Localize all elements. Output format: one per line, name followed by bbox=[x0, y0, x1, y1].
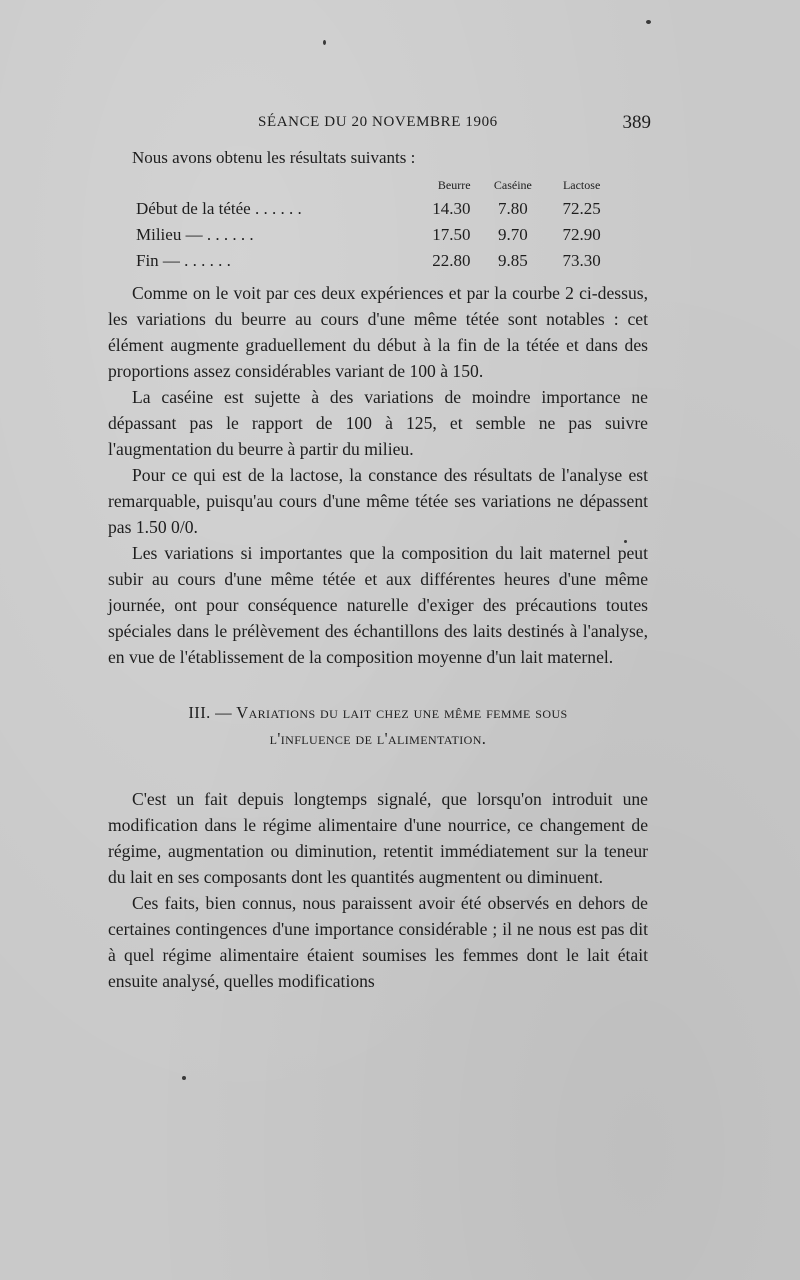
table-row bbox=[136, 196, 616, 222]
paragraph-faits: Ces faits, bien connus, nous paraissent avoir été observés en dehors de certaines contingences d'une importance considérable ; il ne nous est pas dit à quel régime alimentaire étaient soumises les femmes dont le lait était ensuite analysé, quelles modifications bbox=[108, 893, 648, 991]
running-title: SÉANCE DU 20 NOVEMBRE 1906 bbox=[258, 114, 498, 130]
table-header-blank bbox=[136, 176, 402, 196]
page-number: 389 bbox=[622, 112, 651, 133]
table-row bbox=[136, 222, 616, 248]
cell-beurre: 14.30 bbox=[432, 199, 471, 218]
paragraph-caseine: La caséine est sujette à des variations de moindre importance ne dépassant pas le rapport de 100 à 125, et semble ne pas suivre l'augmentation du beurre à partir du milieu. bbox=[108, 387, 648, 459]
cell-lactose: 72.25 bbox=[562, 199, 601, 218]
cell-lactose: 73.30 bbox=[562, 251, 601, 270]
row-label-fin: Fin — . . . . . . bbox=[136, 251, 231, 270]
column-header-beurre: Beurre bbox=[437, 177, 471, 192]
print-speck bbox=[624, 540, 627, 543]
print-speck bbox=[323, 40, 326, 45]
cell-lactose: 72.90 bbox=[562, 225, 601, 244]
cell-beurre: 22.80 bbox=[432, 251, 471, 270]
running-head bbox=[110, 112, 655, 138]
cell-caseine: 9.85 bbox=[498, 251, 528, 270]
row-label-debut: Début de la tétée . . . . . . bbox=[136, 199, 302, 218]
cell-caseine: 7.80 bbox=[498, 199, 528, 218]
table-header-row bbox=[136, 176, 616, 196]
print-speck bbox=[182, 1076, 186, 1080]
intro-line: Nous avons obtenu les résultats suivants : bbox=[132, 148, 416, 167]
section-heading-line-2: l'influence de l'alimentation. bbox=[269, 729, 487, 748]
column-header-caseine: Caséine bbox=[493, 177, 532, 192]
paragraph-lactose: Pour ce qui est de la lactose, la constance des résultats de l'analyse est remarquable, puisqu'au cours d'une même tétée ses variations ne dépassent pas 1.50 0/0. bbox=[108, 465, 648, 537]
paragraph-variations: Les variations si importantes que la composition du lait maternel peut subir au cours d'une même tétée et aux différentes heures d'une même journée, ont pour conséquence naturelle d'exiger des précautions toutes spéciales dans le prélèvement des échantillons des laits destinés à l'analyse, en vue de l'établissement de la composition moyenne d'un lait maternel. bbox=[108, 543, 648, 667]
paragraph-regime: C'est un fait depuis longtemps signalé, que lorsqu'on introduit une modification dans le régime alimentaire d'une nourrice, ce changement de régime, augmentation ou diminution, retentit immédiatement sur la teneur du lait en ses composants dont les quantités augmentent ou diminuent. bbox=[108, 789, 648, 887]
paragraph-beurre: Comme on le voit par ces deux expériences et par la courbe 2 ci-dessus, les variations du beurre au cours d'une même tétée sont notables : cet élément augmente graduellement du début à la fin de la tétée et dans des proportions assez considérables variant de 100 à 150. bbox=[108, 283, 648, 381]
results-table bbox=[136, 176, 616, 274]
cell-beurre: 17.50 bbox=[432, 225, 471, 244]
body-text bbox=[108, 280, 648, 994]
section-heading bbox=[108, 700, 648, 752]
cell-caseine: 9.70 bbox=[498, 225, 528, 244]
table-row bbox=[136, 248, 616, 274]
row-label-milieu: Milieu — . . . . . . bbox=[136, 225, 254, 244]
print-speck bbox=[646, 20, 651, 24]
column-header-lactose: Lactose bbox=[562, 177, 601, 192]
section-heading-line-1: III. — Variations du lait chez une même femme sous bbox=[188, 703, 568, 722]
